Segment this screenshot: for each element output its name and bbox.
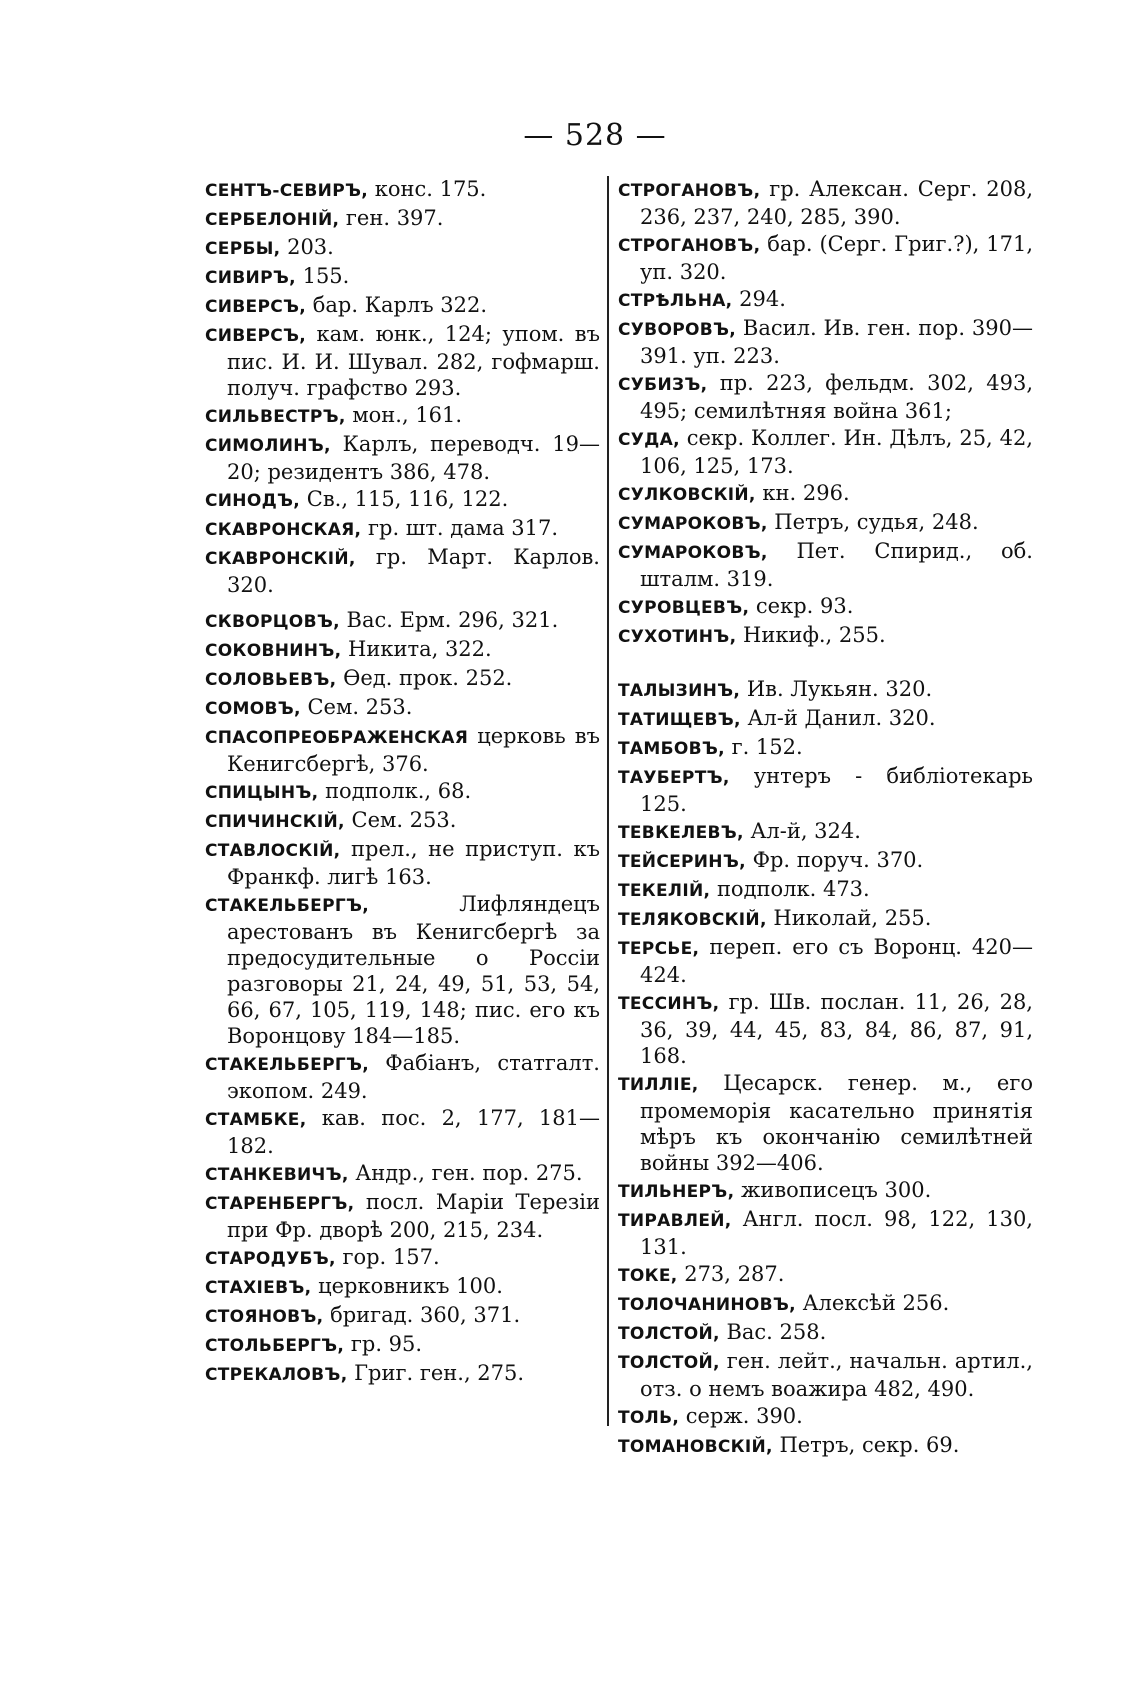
entry-headword: ТЕВКЕЛЕВЪ, bbox=[618, 823, 744, 843]
entry-text: Никита, 322. bbox=[348, 637, 492, 661]
index-entry bbox=[205, 1302, 600, 1330]
entry-text: Св., 115, 116, 122. bbox=[306, 487, 509, 511]
index-entry bbox=[205, 1244, 600, 1272]
entry-headword: СУВОРОВЪ, bbox=[618, 320, 736, 340]
entry-text: Никиф., 255. bbox=[743, 623, 886, 647]
entry-text: 273, 287. bbox=[684, 1262, 785, 1286]
index-entry bbox=[618, 231, 1033, 285]
index-entry bbox=[618, 509, 1033, 537]
index-entry bbox=[205, 176, 600, 204]
index-entry bbox=[205, 321, 600, 401]
index-entry bbox=[205, 694, 600, 722]
index-entry bbox=[618, 176, 1033, 230]
index-entry bbox=[205, 636, 600, 664]
entry-headword: СУХОТИНЪ, bbox=[618, 627, 737, 647]
index-column-left bbox=[205, 176, 600, 1389]
entry-text: кав. пос. 2, 177, 181—182. bbox=[227, 1106, 601, 1158]
index-entry bbox=[205, 807, 600, 835]
entry-text: кн. 296. bbox=[762, 481, 850, 505]
entry-text: церковникъ 100. bbox=[318, 1274, 503, 1298]
index-entry bbox=[618, 876, 1033, 904]
entry-text: церковь въ Кенигсбергѣ, 376. bbox=[227, 724, 600, 776]
index-entry bbox=[205, 486, 600, 514]
index-entry bbox=[618, 1290, 1033, 1318]
entry-text: Ал-й Данил. 320. bbox=[747, 706, 936, 730]
index-entry bbox=[205, 234, 600, 262]
entry-headword: СИВЕРСЪ, bbox=[205, 326, 307, 346]
index-entry bbox=[618, 905, 1033, 933]
entry-text: Петръ, судья, 248. bbox=[774, 510, 979, 534]
page-number: — 528 — bbox=[523, 118, 667, 153]
entry-headword: ТОЛОЧАНИНОВЪ, bbox=[618, 1295, 796, 1315]
entry-headword: ТАМБОВЪ, bbox=[618, 739, 725, 759]
entry-headword: СПИЦЫНЪ, bbox=[205, 783, 319, 803]
index-entry bbox=[618, 1261, 1033, 1289]
index-entry bbox=[205, 1189, 600, 1243]
entry-text: Вас. Ерм. 296, 321. bbox=[346, 608, 559, 632]
entry-headword: ТЕЛЯКОВСКІЙ, bbox=[618, 910, 767, 930]
entry-text: Алексѣй 256. bbox=[802, 1291, 950, 1315]
entry-text: гр. шт. дама 317. bbox=[368, 516, 559, 540]
index-entry bbox=[205, 515, 600, 543]
entry-headword: СКАВРОНСКІЙ, bbox=[205, 549, 356, 569]
index-entry bbox=[618, 286, 1033, 314]
index-entry bbox=[205, 1160, 600, 1188]
entry-text: Сем. 253. bbox=[351, 808, 457, 832]
entry-text: гр. Шв. послан. 11, 26, 28, 36, 39, 44, 45, 83, 84, 86, 87, 91, 168. bbox=[640, 990, 1033, 1068]
entry-headword: СТАКЕЛЬБЕРГЪ, bbox=[205, 896, 370, 916]
entry-text: Васил. Ив. ген. пор. 390—391. уп. 223. bbox=[640, 316, 1033, 368]
entry-text: пр. 223, фельдм. 302, 493, 495; семилѣтняя война 361; bbox=[640, 371, 1033, 423]
entry-text: Фр. поруч. 370. bbox=[752, 848, 924, 872]
entry-text: Сем. 253. bbox=[307, 695, 413, 719]
entry-text: посл. Маріи Терезіи при Фр. дворѣ 200, 215, 234. bbox=[227, 1190, 600, 1242]
entry-headword: ТЕССИНЪ, bbox=[618, 994, 720, 1014]
entry-text: серж. 390. bbox=[685, 1404, 803, 1428]
entry-headword: СИЛЬВЕСТРЪ, bbox=[205, 407, 346, 427]
index-entry bbox=[618, 676, 1033, 704]
index-entry bbox=[205, 402, 600, 430]
index-entry bbox=[618, 538, 1033, 592]
entry-headword: ТОЛСТОЙ, bbox=[618, 1353, 720, 1373]
entry-text: Лифляндецъ арестованъ въ Кенигсбергѣ за предосудительные о Россіи разговоры 21, 24, 49, 51, 53, 54, 66, 67, 105, 119, 148; пис. его къ Воронцову 184—185. bbox=[227, 892, 600, 1048]
index-entry bbox=[205, 607, 600, 635]
entry-text: Андр., ген. пор. 275. bbox=[355, 1161, 583, 1185]
entry-headword: СОМОВЪ, bbox=[205, 699, 301, 719]
index-entry bbox=[618, 705, 1033, 733]
entry-text: гр. Март. Карлов. 320. bbox=[227, 545, 600, 597]
entry-text: Ал-й, 324. bbox=[750, 819, 861, 843]
entry-text: Пет. Спирид., об. шталм. 319. bbox=[640, 539, 1033, 591]
entry-text: бар. Карлъ 322. bbox=[312, 293, 488, 317]
entry-headword: ТИЛЬНЕРЪ, bbox=[618, 1182, 735, 1202]
entry-text: г. 152. bbox=[731, 735, 803, 759]
entry-headword: СТАНКЕВИЧЪ, bbox=[205, 1165, 349, 1185]
entry-headword: СКАВРОНСКАЯ, bbox=[205, 520, 362, 540]
entry-headword: ТОЛЬ, bbox=[618, 1408, 680, 1428]
index-entry bbox=[618, 934, 1033, 988]
index-entry bbox=[618, 1403, 1033, 1431]
entry-text: гор. 157. bbox=[342, 1245, 440, 1269]
entry-text: ген. 397. bbox=[345, 206, 444, 230]
index-entry bbox=[618, 1319, 1033, 1347]
entry-headword: СУРОВЦЕВЪ, bbox=[618, 598, 750, 618]
entry-text: Ѳед. прок. 252. bbox=[343, 666, 513, 690]
entry-headword: СПИЧИНСКІЙ, bbox=[205, 812, 345, 832]
entry-headword: СИМОЛИНЪ, bbox=[205, 436, 331, 456]
index-entry bbox=[618, 425, 1033, 479]
index-entry bbox=[618, 1348, 1033, 1402]
index-entry bbox=[205, 292, 600, 320]
entry-headword: СИНОДЪ, bbox=[205, 491, 301, 511]
entry-headword: СКВОРЦОВЪ, bbox=[205, 612, 340, 632]
entry-text: Фабіанъ, статгалт. экопом. 249. bbox=[227, 1051, 600, 1103]
entry-text: переп. его съ Воронц. 420—424. bbox=[640, 935, 1033, 987]
entry-text: Карлъ, переводч. 19—20; резидентъ 386, 478. bbox=[227, 432, 600, 484]
entry-headword: ТЕЙСЕРИНЪ, bbox=[618, 852, 746, 872]
index-entry bbox=[205, 263, 600, 291]
entry-headword: ТАЛЫЗИНЪ, bbox=[618, 681, 741, 701]
entry-headword: СТРОГАНОВЪ, bbox=[618, 236, 761, 256]
entry-headword: СТАРОДУБЪ, bbox=[205, 1249, 336, 1269]
entry-headword: СТРОГАНОВЪ, bbox=[618, 181, 761, 201]
index-entry bbox=[205, 1105, 600, 1159]
entry-headword: СЕНТЪ-СЕВИРЪ, bbox=[205, 181, 369, 201]
entry-text: ген. лейт., начальн. артил., отз. о немъ воажира 482, 490. bbox=[640, 1349, 1033, 1401]
entry-text: Ив. Лукьян. 320. bbox=[746, 677, 933, 701]
entry-headword: СТАХІЕВЪ, bbox=[205, 1278, 312, 1298]
index-entry bbox=[205, 665, 600, 693]
index-entry bbox=[618, 818, 1033, 846]
index-entry bbox=[618, 989, 1033, 1069]
entry-headword: ТИЛЛІЕ, bbox=[618, 1075, 699, 1095]
index-entry bbox=[618, 1177, 1033, 1205]
index-entry bbox=[205, 891, 600, 1049]
entry-text: унтеръ - библіотекарь 125. bbox=[640, 764, 1033, 816]
entry-text: конс. 175. bbox=[374, 177, 487, 201]
index-entry bbox=[618, 1432, 1033, 1460]
entry-headword: СТОЛЬБЕРГЪ, bbox=[205, 1336, 345, 1356]
index-column-right bbox=[618, 176, 1033, 1461]
entry-text: 155. bbox=[302, 264, 350, 288]
index-entry bbox=[618, 315, 1033, 369]
entry-headword: СПАСОПРЕОБРАЖЕНСКАЯ bbox=[205, 728, 469, 748]
index-entry bbox=[618, 370, 1033, 424]
index-entry bbox=[618, 1206, 1033, 1260]
entry-headword: СТРЕКАЛОВЪ, bbox=[205, 1365, 348, 1385]
entry-text: Цесарск. генер. м., его промеморія касательно принятія мѣръ къ окончанію семилѣтней войны 392—406. bbox=[640, 1071, 1033, 1175]
entry-text: 203. bbox=[287, 235, 334, 259]
entry-text: секр. 93. bbox=[755, 594, 854, 618]
index-entry bbox=[618, 480, 1033, 508]
entry-headword: ТОКЕ, bbox=[618, 1266, 678, 1286]
entry-text: Англ. посл. 98, 122, 130, 131. bbox=[640, 1207, 1033, 1259]
index-entry bbox=[205, 1360, 600, 1388]
entry-headword: СУЛКОВСКІЙ, bbox=[618, 485, 756, 505]
entry-headword: СТОЯНОВЪ, bbox=[205, 1307, 324, 1327]
entry-headword: СТРѢЛЬНА, bbox=[618, 291, 733, 311]
entry-text: прел., не приступ. къ Франкф. лигѣ 163. bbox=[227, 837, 600, 889]
index-entry bbox=[205, 431, 600, 485]
entry-text: секр. Коллег. Ин. Дѣлъ, 25, 42, 106, 125, 173. bbox=[640, 426, 1033, 478]
entry-headword: СТАРЕНБЕРГЪ, bbox=[205, 1194, 355, 1214]
column-divider bbox=[607, 176, 609, 1426]
entry-headword: СЕРБЕЛОНІЙ, bbox=[205, 210, 340, 230]
entry-headword: СТАВЛОСКІЙ, bbox=[205, 841, 341, 861]
entry-text: Петръ, секр. 69. bbox=[779, 1433, 960, 1457]
entry-headword: СОЛОВЬЕВЪ, bbox=[205, 670, 337, 690]
entry-headword: ТОЛСТОЙ, bbox=[618, 1324, 720, 1344]
entry-headword: ТЕРСЬЕ, bbox=[618, 939, 700, 959]
index-entry bbox=[205, 1331, 600, 1359]
entry-text: Григ. ген., 275. bbox=[354, 1361, 525, 1385]
index-entry bbox=[618, 763, 1033, 817]
entry-text: мон., 161. bbox=[352, 403, 463, 427]
entry-text: гр. 95. bbox=[350, 1332, 423, 1356]
entry-headword: СУБИЗЪ, bbox=[618, 375, 708, 395]
entry-text: 294. bbox=[739, 287, 786, 311]
entry-headword: СУМАРОКОВЪ, bbox=[618, 514, 768, 534]
entry-text: кам. юнк., 124; упом. въ пис. И. И. Шувал. 282, гофмарш. получ. графство 293. bbox=[227, 322, 600, 400]
index-entry bbox=[618, 734, 1033, 762]
index-entry bbox=[618, 847, 1033, 875]
entry-headword: ТАУБЕРТЪ, bbox=[618, 768, 730, 788]
entry-headword: СЕРБЫ, bbox=[205, 239, 281, 259]
index-entry bbox=[618, 1070, 1033, 1176]
index-entry bbox=[205, 544, 600, 598]
entry-text: подполк., 68. bbox=[325, 779, 472, 803]
entry-headword: СУДА, bbox=[618, 430, 680, 450]
entry-text: Вас. 258. bbox=[726, 1320, 827, 1344]
entry-headword: СИВЕРСЪ, bbox=[205, 297, 307, 317]
index-entry bbox=[205, 1050, 600, 1104]
entry-text: бригад. 360, 371. bbox=[330, 1303, 521, 1327]
entry-text: Николай, 255. bbox=[773, 906, 932, 930]
index-entry bbox=[205, 723, 600, 777]
index-entry bbox=[205, 205, 600, 233]
entry-headword: ТИРАВЛЕЙ, bbox=[618, 1211, 732, 1231]
index-entry bbox=[618, 622, 1033, 650]
index-entry bbox=[205, 836, 600, 890]
entry-text: гр. Алексан. Серг. 208, 236, 237, 240, 285, 390. bbox=[640, 177, 1033, 229]
entry-text: подполк. 473. bbox=[716, 877, 870, 901]
index-entry bbox=[205, 1273, 600, 1301]
entry-headword: ТОМАНОВСКІЙ, bbox=[618, 1437, 773, 1457]
entry-text: бар. (Серг. Григ.?), 171, уп. 320. bbox=[640, 232, 1033, 284]
entry-headword: СОКОВНИНЪ, bbox=[205, 641, 342, 661]
entry-headword: СТАКЕЛЬБЕРГЪ, bbox=[205, 1055, 370, 1075]
entry-headword: СУМАРОКОВЪ, bbox=[618, 543, 768, 563]
entry-headword: СИВИРЪ, bbox=[205, 268, 296, 288]
entry-headword: ТАТИЩЕВЪ, bbox=[618, 710, 741, 730]
index-entry bbox=[618, 593, 1033, 621]
entry-text: живописецъ 300. bbox=[741, 1178, 932, 1202]
entry-headword: СТАМБКЕ, bbox=[205, 1110, 307, 1130]
entry-headword: ТЕКЕЛІЙ, bbox=[618, 881, 711, 901]
index-entry bbox=[205, 778, 600, 806]
